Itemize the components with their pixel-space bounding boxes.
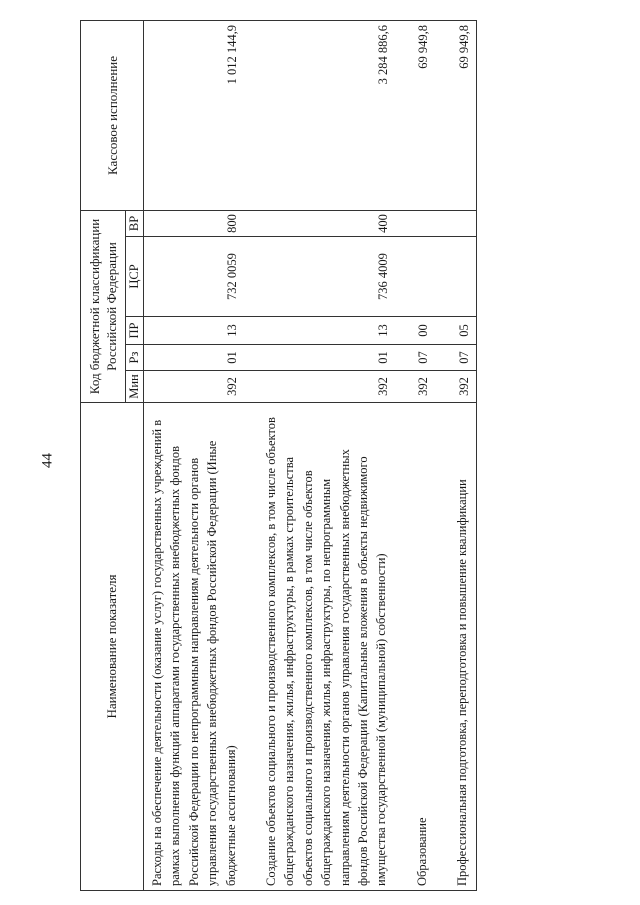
header-rz: Рз [126, 345, 144, 371]
row-min: 392 [144, 371, 245, 403]
row-name: Расходы на обеспечение деятельности (оказание услуг) государственных учреждений в рамках выполнения функций аппаратами государственных внебюджетных фондов Российской Федерации по непрограммным направлениям деятельности органов управления государственных внебюджетных фондов Российской Федерации (Иные бюджетные ассигнования) [144, 403, 245, 891]
row-vr [395, 210, 435, 236]
budget-table [80, 20, 477, 891]
header-min: Мин [126, 371, 144, 403]
table-row [435, 20, 476, 890]
header-kassovoe: Кассовое исполнение [81, 20, 144, 210]
row-pr: 00 [395, 317, 435, 345]
row-rz: 07 [395, 345, 435, 371]
row-amount: 69 949,8 [395, 20, 435, 210]
row-vr [435, 210, 476, 236]
budget-table-rotated [80, 21, 565, 891]
row-vr: 800 [144, 210, 245, 236]
row-vr: 400 [244, 210, 395, 236]
row-amount: 3 284 886,6 [244, 20, 395, 210]
table-row [244, 20, 395, 890]
header-pr: ПР [126, 317, 144, 345]
header-csr: ЦСР [126, 237, 144, 317]
row-min: 392 [395, 371, 435, 403]
row-rz: 07 [435, 345, 476, 371]
header-code-group: Код бюджетной классификации Российской Федерации [81, 210, 126, 402]
row-pr: 05 [435, 317, 476, 345]
table-row [395, 20, 435, 890]
row-amount: 69 949,8 [435, 20, 476, 210]
header-vr: ВР [126, 210, 144, 236]
row-pr: 13 [244, 317, 395, 345]
row-name: Создание объектов социального и производственного комплексов, в том числе объектов общегражданского назначения, жилья, инфраструктуры, в рамках строительства объектов социального и производственного комплексов, в том числе объектов общегражданского назначения, жилья, инфраструктуры, по непрограммным направлениям деятельности органов управления государственных внебюджетных фондов Российской Федерации (Капитальные вложения в объекты недвижимого имущества государственной (муниципальной) собственности) [244, 403, 395, 891]
header-name: Наименование показателя [81, 403, 144, 891]
row-name: Профессиональная подготовка, переподготовка и повышение квалификации [435, 403, 476, 891]
row-name: Образование [395, 403, 435, 891]
row-csr [395, 237, 435, 317]
row-min: 392 [244, 371, 395, 403]
row-amount: 1 012 144,9 [144, 20, 245, 210]
row-min: 392 [435, 371, 476, 403]
row-rz: 01 [244, 345, 395, 371]
row-csr [435, 237, 476, 317]
row-csr: 736 4009 [244, 237, 395, 317]
page-number: 44 [39, 453, 56, 468]
table-row [144, 20, 245, 890]
row-pr: 13 [144, 317, 245, 345]
row-rz: 01 [144, 345, 245, 371]
row-csr: 732 0059 [144, 237, 245, 317]
